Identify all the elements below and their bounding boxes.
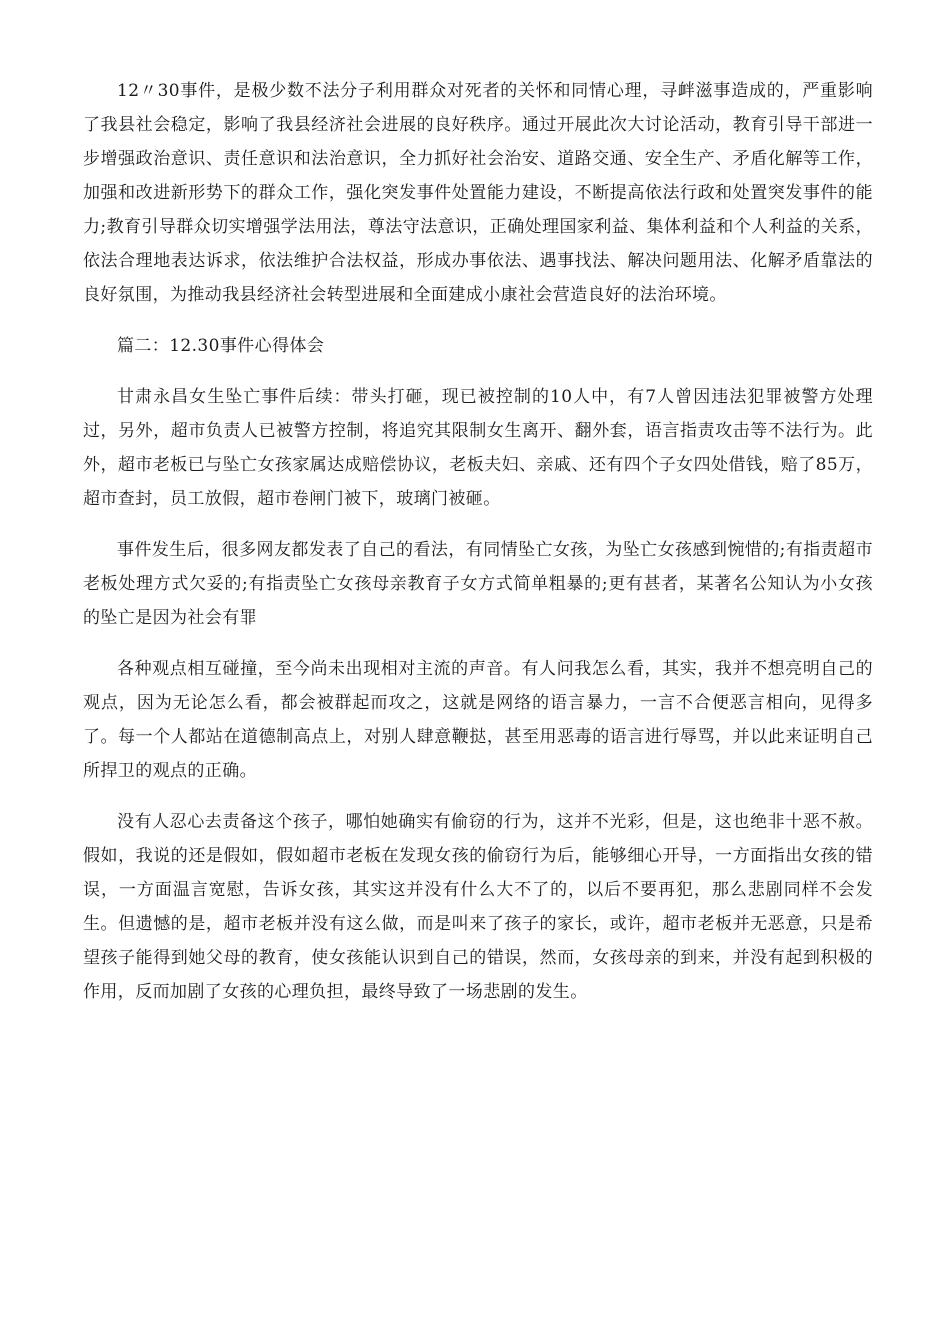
- paragraph-3: 事件发生后，很多网友都发表了自己的看法，有同情坠亡女孩，为坠亡女孩感到惋惜的;有指责超市老板处理方式欠妥的;有指责坠亡女孩母亲教育子女方式简单粗暴的;更有甚者，某著名公知认为小女孩的坠亡是因为社会有罪: [83, 540, 873, 628]
- paragraph-5: 没有人忍心去责备这个孩子，哪怕她确实有偷窃的行为，这并不光彩，但是，这也绝非十恶不赦。假如，我说的还是假如，假如超市老板在发现女孩的偷窃行为后，能够细心开导，一方面指出女孩的错误，一方面温言宽慰，告诉女孩，其实这并没有什么大不了的，以后不要再犯，那么悲剧同样不会发生。但遗憾的是，超市老板并没有这么做，而是叫来了孩子的家长，或许，超市老板并无恶意，只是希望孩子能得到她父母的教育，使女孩能认识到自己的错误，然而，女孩母亲的到来，并没有起到积极的作用，反而加剧了女孩的心理负担，最终导致了一场悲剧的发生。: [83, 812, 873, 1002]
- document-page: [83, 74, 873, 1026]
- paragraph-4: 各种观点相互碰撞，至今尚未出现相对主流的声音。有人问我怎么看，其实，我并不想亮明自己的观点，因为无论怎么看，都会被群起而攻之，这就是网络的语言暴力，一言不合便恶言相向，见得多了。每一个人都站在道德制高点上，对别人肆意鞭挞，甚至用恶毒的语言进行辱骂，并以此来证明自己所捍卫的观点的正确。: [83, 659, 873, 781]
- paragraph-2: 甘肃永昌女生坠亡事件后续：带头打砸，现已被控制的10人中，有7人曾因违法犯罪被警方处理过，另外，超市负责人已被警方控制，将追究其限制女生离开、翻外套，语言指责攻击等不法行为。此外，超市老板已与坠亡女孩家属达成赔偿协议，老板夫妇、亲戚、还有四个子女四处借钱，赔了85万，超市查封，员工放假，超市卷闸门被下，玻璃门被砸。: [83, 387, 873, 509]
- paragraph-1: 12〃30事件，是极少数不法分子利用群众对死者的关怀和同情心理，寻衅滋事造成的，严重影响了我县社会稳定，影响了我县经济社会进展的良好秩序。通过开展此次大讨论活动，教育引导干部进一步增强政治意识、责任意识和法治意识，全力抓好社会治安、道路交通、安全生产、矛盾化解等工作，加强和改进新形势下的群众工作，强化突发事件处置能力建设，不断提高依法行政和处置突发事件的能力;教育引导群众切实增强学法用法，尊法守法意识，正确处理国家利益、集体利益和个人利益的关系，依法合理地表达诉求，依法维护合法权益，形成办事依法、遇事找法、解决问题用法、化解矛盾靠法的良好氛围，为推动我县经济社会转型进展和全面建成小康社会营造良好的法治环境。: [83, 81, 873, 305]
- section-heading: 篇二：12.30事件心得体会: [117, 336, 325, 356]
